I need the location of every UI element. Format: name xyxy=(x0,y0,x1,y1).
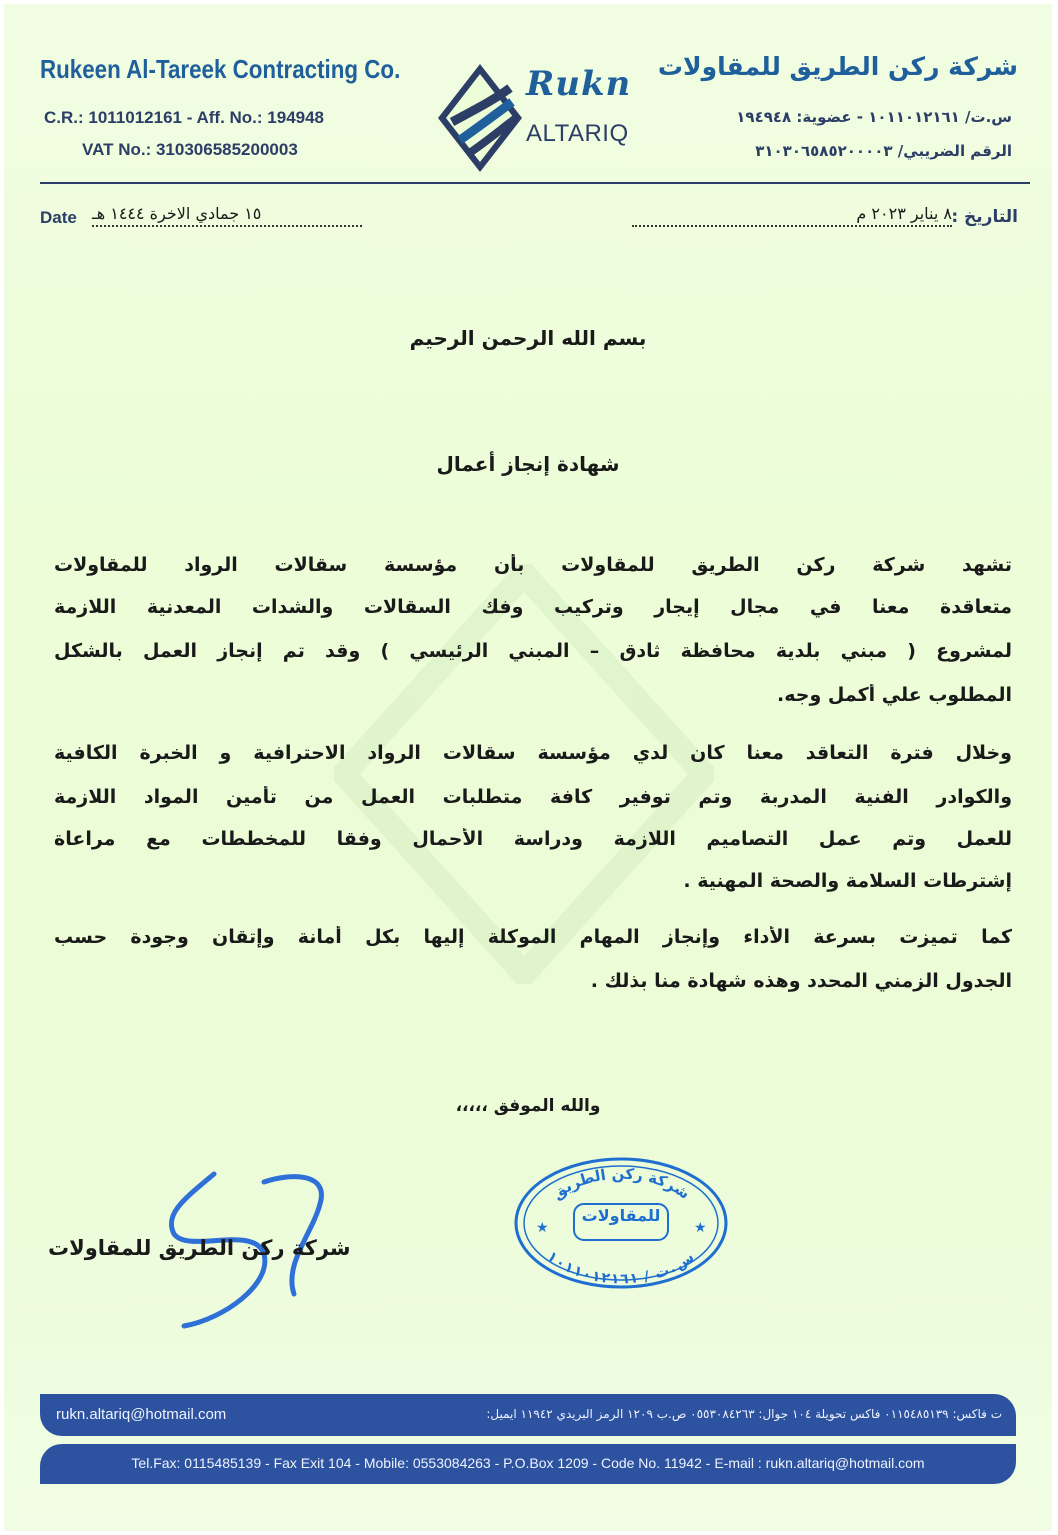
company-stamp xyxy=(510,1154,732,1292)
star-icon: ★ xyxy=(694,1220,707,1236)
footer-email: rukn.altariq@hotmail.com xyxy=(56,1406,227,1423)
paragraph1-line: المطلوب علي أكمل وجه. xyxy=(777,684,1012,706)
company-logo xyxy=(434,62,644,174)
signatory-company: شركة ركن الطريق للمقاولات xyxy=(48,1236,351,1260)
watermark-logo-icon xyxy=(334,564,714,984)
date-label-en: Date xyxy=(40,208,77,227)
vat-ar: الرقم الضريبي/ ٣١٠٣٠٦٥٨٥٢٠٠٠٠٣ xyxy=(755,142,1012,160)
paragraph1-line: لمشروع ( مبني بلدية محافظة ثادق – المبني الرئيسي ) وقد تم إنجاز العمل بالشكل xyxy=(54,640,1012,662)
basmala: بسم الله الرحمن الرحيم xyxy=(409,326,647,350)
gregorian-date: ٨ يناير ٢٠٢٣ م xyxy=(632,204,952,227)
paragraph3-line: الجدول الزمني المحدد وهذه شهادة منا بذلك . xyxy=(590,970,1012,992)
stamp-middle-text: للمقاولات xyxy=(581,1206,661,1225)
certificate-title: شهادة إنجاز أعمال xyxy=(436,452,620,476)
paragraph2-line: وخلال فترة التعاقد معنا كان لدي مؤسسة سقالات الرواد الاحترافية و الخبرة الكافية xyxy=(54,742,1012,764)
letter-page xyxy=(4,4,1052,1531)
paragraph2-line: للعمل وتم عمل التصاميم اللازمة ودراسة الأحمال وفقا للمخططات مع مراعاة xyxy=(54,828,1012,850)
paragraph1-line: تشهد شركة ركن الطريق للمقاولات بأن مؤسسة سقالات الرواد للمقاولات xyxy=(54,554,1012,576)
diamond-logo-icon xyxy=(434,62,526,174)
hijri-date: ١٥ جمادي الاخرة ١٤٤٤ هـ xyxy=(92,204,362,227)
footer-contact-bar-ar xyxy=(40,1394,1016,1436)
closing-phrase: والله الموفق ،،،،، xyxy=(455,1096,601,1116)
cr-aff-ar: س.ت/ ١٠١١٠١٢١٦١ - عضوية: ١٩٤٩٤٨ xyxy=(736,108,1012,126)
footer-contacts-en: Tel.Fax: 0115485139 - Fax Exit 104 - Mobile: 0553084263 - P.O.Box 1209 - Code No. 11942 - E-mail : rukn.altariq@hotmail.com xyxy=(131,1455,925,1471)
svg-text:شركة ركن الطريق xyxy=(549,1165,694,1203)
footer-contacts-ar: ت فاكس: ٠١١٥٤٨٥١٣٩ فاكس تحويلة ١٠٤ جوال: ٠٥٥٣٠٨٤٢٦٣ ص.ب ١٢٠٩ الرمز البريدي ١١٩٤٢ ايميل: xyxy=(486,1407,1002,1421)
paragraph2-line: إشترطات السلامة والصحة المهنية . xyxy=(683,870,1012,892)
logo-wordmark: Rukn xyxy=(526,64,632,104)
company-name-en: Rukeen Al-Tareek Contracting Co. xyxy=(40,54,401,84)
paragraph1-line: متعاقدة معنا في مجال إيجار وتركيب وفك السقالات والشدات المعدنية اللازمة xyxy=(54,596,1012,618)
star-icon: ★ xyxy=(536,1220,549,1236)
svg-text:س.ت / ١٠١١٠١٢١٦١ xyxy=(544,1249,697,1288)
vat-en: VAT No.: 310306585200003 xyxy=(82,140,298,159)
cr-aff-en: C.R.: 1011012161 - Aff. No.: 194948 xyxy=(44,108,325,127)
stamp-top-text: شركة ركن الطريق xyxy=(548,1164,694,1203)
date-label-ar: التاريخ : xyxy=(951,207,1018,227)
paragraph2-line: والكوادر الفنية المدربة وتم توفير كافة متطلبات العمل من تأمين المواد اللازمة xyxy=(54,786,1012,808)
company-name-ar: شركة ركن الطريق للمقاولات xyxy=(657,52,1018,81)
footer-contact-bar-en xyxy=(40,1444,1016,1484)
paragraph3-line: كما تميزت بسرعة الأداء وإنجاز المهام الموكلة إليها بكل أمانة وإتقان وجودة حسب xyxy=(54,926,1012,948)
header-divider xyxy=(40,182,1030,184)
logo-subtitle: ALTARIQ xyxy=(526,120,629,147)
stamp-bottom-text: س.ت / ١٠١١٠١٢١٦١ xyxy=(543,1248,698,1288)
